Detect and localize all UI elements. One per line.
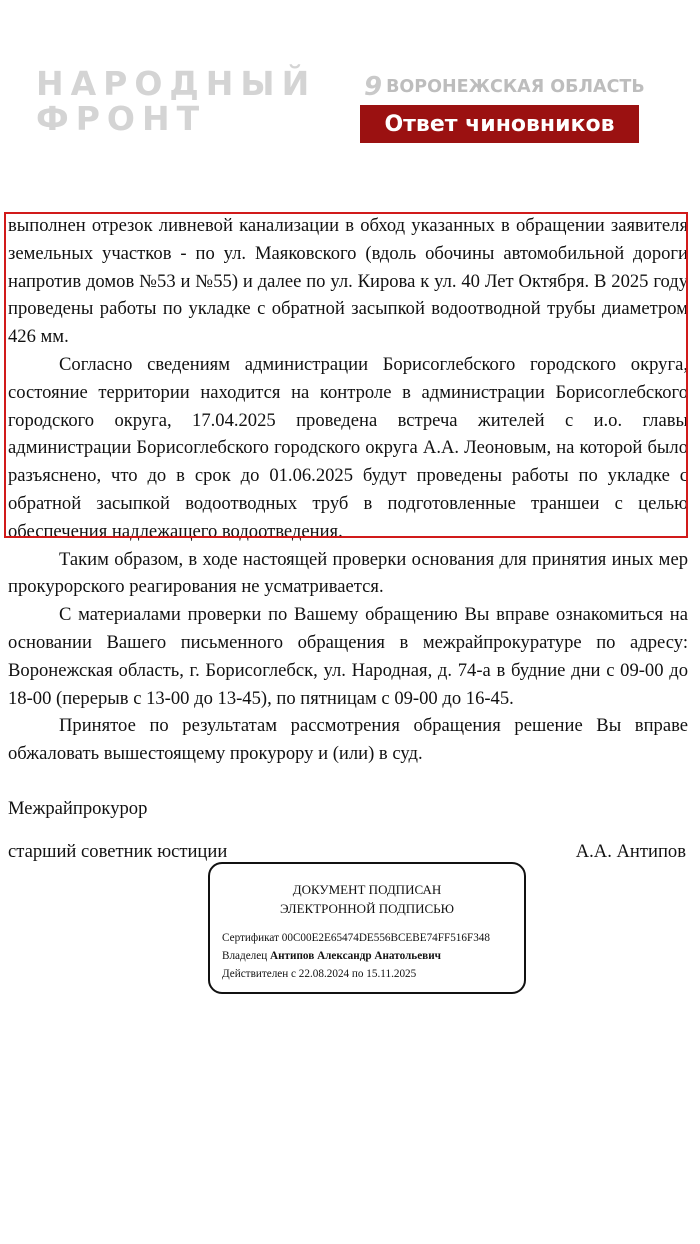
logo-line-1: НАРОДНЫЙ [36, 64, 317, 103]
stamp-validity: Действителен с 22.08.2024 по 15.11.2025 [222, 968, 417, 980]
stamp-owner [222, 950, 441, 962]
paragraph-2: Согласно сведениям администрации Борисоглебского городского округа, состояние территории находится на контроле в администрации Борисоглебского городского округа, 17.04.2025 проведена встреча жителей с и.о. главы администрации Борисоглебского городского округа А.А. Леоновым, на которой было разъяснено, что до в срок до 01.06.2025 будут проведены работы по укладке с обратной засыпкой водоотводных труб в подготовленные траншеи с целью обеспечения надлежащего водоотведения. [8, 353, 688, 542]
stamp-line-2: ЭЛЕКТРОННОЙ ПОДПИСЬЮ [280, 901, 454, 916]
paragraph-4: С материалами проверки по Вашему обращению Вы вправе ознакомиться на основании Вашего письменного обращения в межрайпрокуратуре по адресу: Воронежская область, г. Борисоглебск, ул. Народная, д. 74-а в будние дни с 09-00 до 18-00 (перерыв с 13-00 до 13-45), по пятницам с 09-00 до 16-45. [8, 604, 688, 709]
region-label [364, 72, 645, 102]
owner-value: Антипов Александр Анатольевич [270, 950, 441, 962]
stamp-certificate [222, 932, 490, 944]
electronic-signature-stamp [208, 862, 526, 994]
paragraph-3: Таким образом, в ходе настоящей проверки основания для принятия иных мер прокурорского реагирования не усматривается. [8, 548, 688, 598]
certificate-label: Сертификат [222, 932, 279, 944]
highlight-box [4, 212, 688, 538]
paragraph-5: Принятое по результатам рассмотрения обращения решение Вы вправе обжаловать вышестоящему прокурору и (или) в суд. [8, 715, 688, 765]
officials-answer-badge: Ответ чиновников [360, 105, 639, 143]
certificate-value: 00C00E2E65474DE556BCEBE74FF516F348 [281, 932, 490, 944]
region-name: ВОРОНЕЖСКАЯ ОБЛАСТЬ [386, 77, 645, 97]
region-number: 9 [364, 72, 383, 102]
stamp-line-1: ДОКУМЕНТ ПОДПИСАН [292, 882, 442, 897]
signer-title: Межрайпрокурор [8, 798, 148, 819]
narodny-front-logo [36, 66, 316, 136]
owner-label: Владелец [222, 950, 268, 962]
signer-name: А.А. Антипов [575, 841, 686, 862]
logo-line-2: ФРОНТ [36, 99, 207, 138]
paragraph-1: выполнен отрезок ливневой канализации в обход указанных в обращении заявителя земельных участков - по ул. Маяковского (вдоль обочины автомобильной дороги напротив домов №53 и №55) и далее по ул. Кирова к ул. 40 Лет Октября. В 2025 году проведены работы по укладке с обратной засыпкой водоотводной трубы диаметром 426 мм. [8, 215, 688, 348]
signer-rank: старший советник юстиции [8, 841, 228, 862]
